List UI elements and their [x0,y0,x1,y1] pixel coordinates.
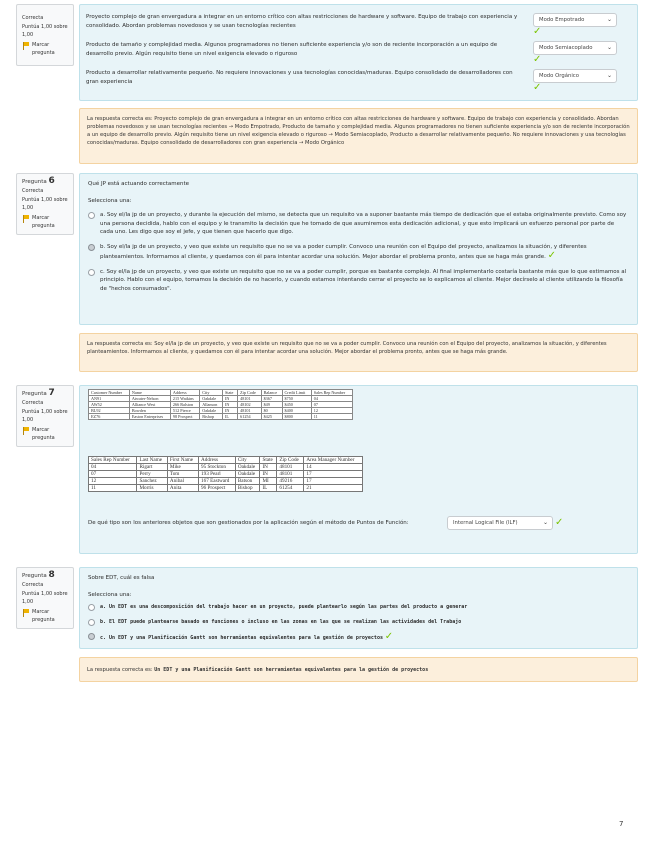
table-cell: 12 [89,478,137,485]
table-cell: Oakdale [235,471,260,478]
table-row [89,478,363,485]
flag-question-button[interactable] [22,214,69,230]
question-score: Puntúa 1,00 sobre 1,00 [22,24,68,38]
table-cell: 48101 [277,471,304,478]
flag-question-button[interactable] [22,426,69,442]
answer-select[interactable] [447,516,553,530]
table-cell: 17 [304,471,363,478]
question-label: Pregunta [22,391,47,397]
table-cell: Atwater-Nelson [129,396,170,402]
column-header: Zip Code [238,390,261,396]
column-header: Address [170,390,199,396]
check-icon: ✓ [533,26,542,37]
table-cell: Batson [235,478,260,485]
table-cell: 48101 [238,408,261,414]
question-number-value: 8 [48,570,55,580]
table-cell: 11 [89,485,137,492]
column-header: Sales Rep Number [89,457,137,464]
column-header: Sales Rep Number [311,390,352,396]
question-number [22,571,69,580]
question-content-7 [79,385,638,554]
question-label: Pregunta [22,573,47,579]
check-icon: ✓ [555,517,564,528]
chevron-down-icon: ⌄ [606,72,612,79]
table-cell: 193 Pearl [199,471,236,478]
check-icon: ✓ [384,631,394,642]
table-cell: 14 [304,464,363,471]
answer-option-text: b. El EDT puede plantearse basado en funciones o incluso en las zonas en las que se realizan las actividades del Trabajo [100,618,462,625]
match-statement: Producto a desarrollar relativamente pequeño. No requiere innovaciones y usa tecnologías conocidas/maduras. Equipo consolidado de desarrolladores con gran experiencia [86,70,513,85]
question-state: Correcta [22,582,44,588]
table-cell: IN [260,464,277,471]
answer-prompt: Selecciona una: [88,591,132,598]
answer-select-value: Internal Logical File (ILF) [453,520,518,526]
chevron-down-icon: ⌄ [542,519,548,526]
column-header: State [260,457,277,464]
table-cell: IN [222,402,237,408]
flag-icon [22,609,29,617]
answer-option[interactable] [88,211,629,237]
table-cell: Morris [137,485,167,492]
answer-option-text: a. Un EDT es una descomposición del trabajo hacer en un proyecto, puede plantearlo según las partes del producto a generar [100,604,468,610]
table-cell: Perry [137,471,167,478]
answer-option[interactable] [88,632,629,643]
column-header: State [222,390,237,396]
table-cell: 17 [304,478,363,485]
radio-button[interactable] [88,604,95,611]
correct-answer-text: La respuesta correcta es: Soy el/la jp de un proyecto, y veo que existe un requisito que no se va a poder cumplir. Convoco una reunión con el Equipo del proyecto, analizamos la situación, y diferentes planteamientos. Informamos al cliente, y quedamos con él para intentar acordar una solución. Mejor abordar el problema pronto, antes que se haga más grande. [87,341,607,355]
table-cell: 04 [89,464,137,471]
table-cell: 266 Ralston [170,402,199,408]
table-cell: 49216 [277,478,304,485]
table-cell: 512 Pierce [170,408,199,414]
column-header: First Name [167,457,198,464]
correct-answer-prefix: La respuesta correcta es: [87,667,153,673]
table-cell: Bowden [129,408,170,414]
table-cell: IN [260,471,277,478]
feedback-box-6 [79,333,638,372]
table-cell: IL [260,485,277,492]
answer-option[interactable] [88,618,629,627]
question-label: Pregunta [22,179,47,185]
table-cell: AN91 [89,396,130,402]
answer-option-label: c. Un EDT y una Planificación Gantt son herramientas equivalentes para la gestión de proyectos [100,635,383,641]
answer-option-text: a. Soy el/la jp de un proyecto, y durante la ejecución del mismo, se detecta que un requisito va a suponer bastante más tiempo de dedicación que el estaba originalmente previsto. Como soy una persona decidida, hablo con el equipo y le transmito la decisión que he tomado de que asumiremos esta dedicación adicional, y que esto implicará un esfuerzo personal por parte de cada uno. Les digo que soy el jefe, y que tienen que hacerlo que digo. [100,212,627,235]
table-cell: 12 [311,408,352,414]
answer-option-label: b. Soy el/la jp de un proyecto, y veo que existe un requisito que no se va a poder cumplir. Convoco una reunión con el Equipo del proyecto, analizamos la situación, y diferentes planteamientos. Informamos al cliente, y quedamos con él para intentar acordar una solución. Mejor abordar el problema pronto, antes que se haga más grande. [100,243,587,260]
table-cell: EZ76 [89,414,130,420]
flag-question-label: Marcar pregunta [32,42,55,56]
question-number-value: 6 [48,176,55,186]
table-cell: 11 [311,414,352,420]
column-header: City [235,457,260,464]
question-info-8 [16,567,74,629]
check-icon: ✓ [533,82,542,93]
question-state: Correcta [22,188,44,194]
question-number-value: 7 [48,388,55,398]
chevron-down-icon: ⌄ [606,44,612,51]
table-cell: 95 Stockton [199,464,236,471]
table-cell: Oakdale [200,408,223,414]
flag-question-label: Marcar pregunta [32,215,55,229]
table-cell: 61254 [277,485,304,492]
table-cell: Sanchez [137,478,167,485]
table-cell: $49 [261,402,282,408]
flag-icon [22,427,29,435]
table-cell: $367 [261,396,282,402]
question-info-7 [16,385,74,447]
column-header: Balance [261,390,282,396]
question-text: Qué JP está actuando correctamente [88,181,190,187]
table-cell: 96 Prospect [199,485,236,492]
question-state: Correcta [22,400,44,406]
table-cell: $750 [282,396,311,402]
question-info-6 [16,173,74,235]
radio-button[interactable] [88,212,95,219]
question-content-6 [79,173,638,325]
check-icon: ✓ [533,54,542,65]
column-header: Name [129,390,170,396]
flag-question-button[interactable] [22,608,69,624]
table-cell: BL92 [89,408,130,414]
check-icon: ✓ [547,250,557,261]
column-header: Customer Number [89,390,130,396]
table-cell: Rigart [137,464,167,471]
flag-icon [22,42,29,50]
table-cell: 167 Eastward [199,478,236,485]
question-score: Puntúa 1,00 sobre 1,00 [22,409,68,423]
answer-prompt: Selecciona una: [88,197,132,204]
sales-rep-table-image [88,456,363,492]
table-cell: MI [260,478,277,485]
table-cell: Allanson [200,402,223,408]
column-header: Zip Code [277,457,304,464]
question-score: Puntúa 1,00 sobre 1,00 [22,197,68,211]
question-number [22,177,69,186]
table-cell: $400 [282,408,311,414]
table-cell: AW52 [89,402,130,408]
feedback-box-8 [79,657,638,682]
table-cell: Bishop [200,414,223,420]
answer-option-text [100,243,629,262]
table-cell: 48101 [277,464,304,471]
question-content-8 [79,567,638,649]
page-number: 7 [619,820,624,828]
question-score: Puntúa 1,00 sobre 1,00 [22,591,68,605]
match-select-value: Modo Semiacoplado [539,45,593,51]
flag-question-button[interactable] [22,41,69,57]
match-select[interactable] [533,41,617,55]
table-cell: Easton Enterprises [129,414,170,420]
answer-option-text [100,632,393,643]
table-cell: IN [222,396,237,402]
flag-question-label: Marcar pregunta [32,427,55,441]
table-cell: Anita [167,485,198,492]
radio-button-selected[interactable] [88,244,95,251]
chevron-down-icon: ⌄ [606,16,612,23]
table-cell: Anibal [167,478,198,485]
correct-answer-text: La respuesta correcta es: Proyecto complejo de gran envergadura a integrar en un entorno crítico con altas restricciones de hardware y software. Equipo de trabajo con experiencia y consolidado. Abordan problemas novedosos y se usan tecnologías recientes → Modo Empotrado, Producto de tamaño y complejidad media. Algunos programadores no tienen suficiente experiencia y/o son de reciente incorporación a un equipo de desarrollo previo. Algún requisito tiene un nivel exigencia elevado o riguroso → Modo Semiacoplado, Producto a desarrollar relativamente pequeño. No requiere innovaciones y usa tecnologías conocidas/maduras. Equipo consolidado de desarrolladores con gran experiencia → Modo Orgánico [87,116,630,146]
table-cell: 07 [311,402,352,408]
answer-option[interactable] [88,243,629,262]
match-select[interactable] [533,13,617,27]
table-row [89,464,363,471]
customer-table-image [88,389,353,420]
table-row [89,485,363,492]
table-cell: 48101 [238,396,261,402]
flag-question-label: Marcar pregunta [32,609,55,623]
table-cell: 07 [89,471,137,478]
match-statement: Producto de tamaño y complejidad media. Algunos programadores no tienen suficiente experiencia y/o son de reciente incorporación a un equipo de desarrollo previo. Algún requisito tiene un nivel exigencia elevado o riguroso [86,42,498,57]
column-header: Area Manager Number [304,457,363,464]
table-cell: 04 [311,396,352,402]
table-cell: Bishop [235,485,260,492]
correct-answer-text: Un EDT y una Planificación Gantt son herramientas equivalentes para la gestión de proyectos [154,667,429,673]
table-cell: Alliance West [129,402,170,408]
table-cell: 21 [304,485,363,492]
table-cell: 48102 [238,402,261,408]
table-cell: IN [222,408,237,414]
column-header: Address [199,457,236,464]
match-statement: Proyecto complejo de gran envergadura a integrar en un entorno crítico con altas restricciones de hardware y software. Equipo de trabajo con experiencia y consolidado. Abordan problemas novedosos y se usan tecnologías recientes [86,14,518,29]
radio-button-selected[interactable] [88,633,95,640]
table-cell: $450 [282,402,311,408]
table-cell: Mike [167,464,198,471]
table-cell: Oakdale [235,464,260,471]
question-number [22,389,69,398]
column-header: Credit Limit [282,390,311,396]
table-cell: $425 [261,414,282,420]
answer-option[interactable] [88,603,629,612]
match-select-value: Modo Orgánico [539,73,579,79]
feedback-box-5 [79,108,638,164]
answer-option-text: c. Soy el/la jp de un proyecto, y veo que existe un requisito que no se va a poder cumplir, porque es bastante complejo. Al final implementarlo costaría bastante más que lo que estimamos al principio. Hablo con el equipo, tomamos la decisión de no hacerlo, y cuando estamos intentando cerrar el proyecto se lo explicamos al cliente. Mejor decírselo al cliente utilizando la filosofía de "hechos consumados". [100,268,627,292]
match-select-value: Modo Empotrado [539,17,585,23]
table-cell: 61254 [238,414,261,420]
question-text: Sobre EDT, cuál es falsa [88,575,155,581]
flag-icon [22,215,29,223]
column-header: City [200,390,223,396]
table-cell: IL [222,414,237,420]
question-content-5 [79,4,638,101]
table-header-row [89,457,363,464]
question-state: Correcta [22,15,44,21]
table-cell: Oakdale [200,396,223,402]
radio-button[interactable] [88,619,95,626]
table-cell: 98 Prospect [170,414,199,420]
column-header: Last Name [137,457,167,464]
table-cell: Tom [167,471,198,478]
question-info-5 [16,4,74,66]
table-cell: 215 Watkins [170,396,199,402]
radio-button[interactable] [88,269,95,276]
table-row [89,471,363,478]
answer-option[interactable] [88,268,629,294]
table-cell: $800 [282,414,311,420]
question-text: De qué tipo son los anteriores objetos que son gestionados por la aplicación según el método de Puntos de Función: [88,520,409,526]
table-cell: $0 [261,408,282,414]
table-row [89,414,353,420]
match-select[interactable] [533,69,617,83]
